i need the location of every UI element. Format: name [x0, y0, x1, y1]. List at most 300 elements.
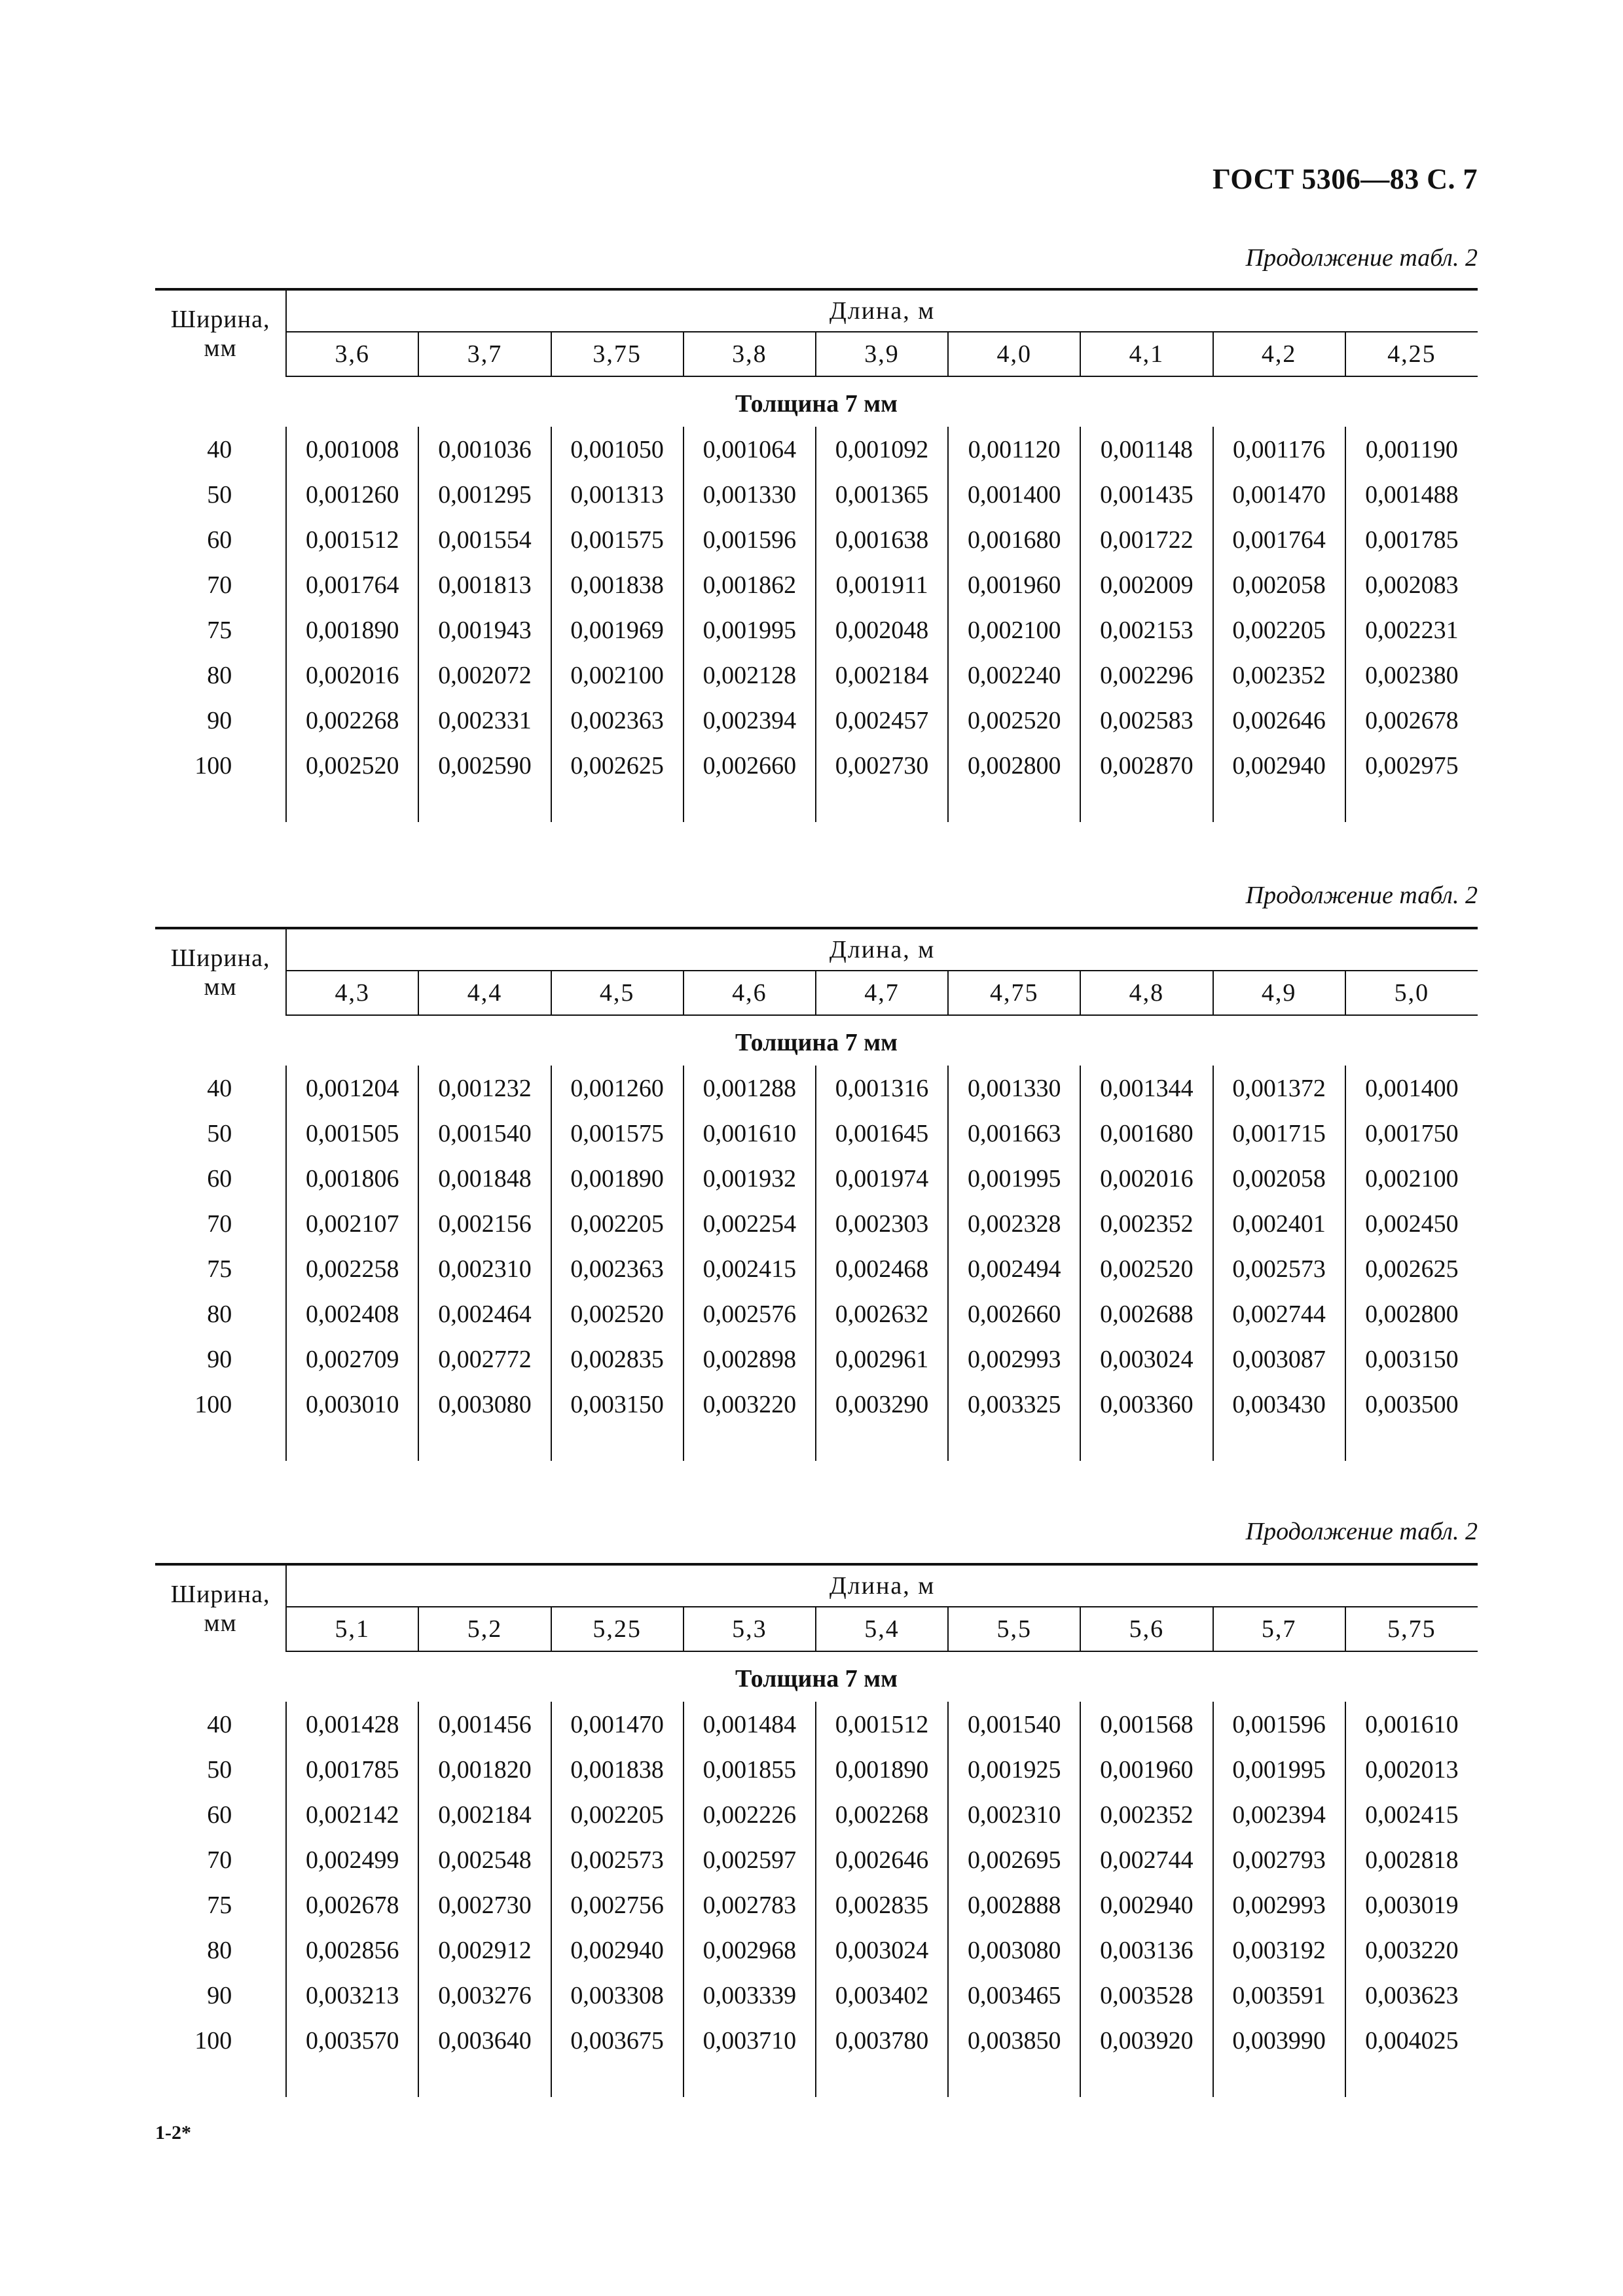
- volume-cell: 0,001204: [286, 1066, 418, 1111]
- volume-cell: 0,002548: [418, 1837, 551, 1882]
- volume-cell: 0,001943: [418, 607, 551, 653]
- length-value-header: 5,5: [948, 1607, 1080, 1651]
- volume-cell: 0,003192: [1213, 1928, 1345, 1973]
- volume-cell: 0,001806: [286, 1156, 418, 1201]
- table-row: [155, 1837, 1478, 1882]
- volume-cell: 0,002730: [418, 1882, 551, 1928]
- volume-cell: 0,002573: [1213, 1246, 1345, 1291]
- volume-cell: 0,002688: [1080, 1291, 1213, 1336]
- width-cell: 75: [207, 1891, 232, 1919]
- width-header-line: мм: [204, 973, 237, 1001]
- volume-cell: 0,002331: [418, 698, 551, 743]
- length-value-header: 3,7: [418, 332, 551, 376]
- page-header: ГОСТ 5306—83 С. 7: [1212, 163, 1478, 195]
- volume-cell: 0,001288: [684, 1066, 816, 1111]
- width-header-line: Ширина,: [170, 305, 270, 333]
- volume-cell: 0,002835: [551, 1336, 684, 1382]
- volume-cell: 0,002709: [286, 1336, 418, 1382]
- volume-cell: 0,002993: [948, 1336, 1080, 1382]
- volume-cell: 0,001813: [418, 562, 551, 607]
- volume-cell: 0,003087: [1213, 1336, 1345, 1382]
- volume-cell: 0,001610: [684, 1111, 816, 1156]
- width-cell: 70: [207, 1210, 232, 1238]
- volume-cell: 0,001330: [684, 472, 816, 517]
- volume-cell: 0,001680: [1080, 1111, 1213, 1156]
- thickness-section-label: Толщина 7 мм: [735, 390, 898, 418]
- table-row: [155, 1747, 1478, 1792]
- volume-cell: 0,003220: [1345, 1928, 1478, 1973]
- volume-cell: 0,001995: [684, 607, 816, 653]
- volume-cell: 0,001785: [286, 1747, 418, 1792]
- volume-cell: 0,002072: [418, 653, 551, 698]
- volume-cell: 0,003623: [1345, 1973, 1478, 2018]
- volume-cell: 0,002993: [1213, 1882, 1345, 1928]
- volume-cell: 0,002940: [1213, 743, 1345, 788]
- length-value-header: 3,8: [684, 332, 816, 376]
- volume-cell: 0,001932: [684, 1156, 816, 1201]
- volume-cell: 0,002016: [1080, 1156, 1213, 1201]
- length-value-header: 4,6: [684, 971, 816, 1015]
- width-header-line: Ширина,: [170, 1580, 270, 1608]
- table-caption: Продолжение табл. 2: [1245, 882, 1478, 909]
- volume-cell: 0,001960: [1080, 1747, 1213, 1792]
- volume-cell: 0,001764: [286, 562, 418, 607]
- volume-cell: 0,002961: [816, 1336, 948, 1382]
- volume-cell: 0,001316: [816, 1066, 948, 1111]
- volume-cell: 0,002401: [1213, 1201, 1345, 1246]
- width-cell: 40: [207, 435, 232, 463]
- volume-cell: 0,002730: [816, 743, 948, 788]
- volume-cell: 0,002268: [816, 1792, 948, 1837]
- width-cell: 50: [207, 480, 232, 509]
- length-value-header: 5,1: [286, 1607, 418, 1651]
- volume-cell: 0,003528: [1080, 1973, 1213, 2018]
- volume-cell: 0,003276: [418, 1973, 551, 2018]
- volume-cell: 0,002205: [551, 1201, 684, 1246]
- length-column-header: Длина, м: [286, 1564, 1478, 1607]
- volume-cell: 0,001554: [418, 517, 551, 562]
- volume-cell: 0,003990: [1213, 2018, 1345, 2063]
- volume-cell: 0,002800: [948, 743, 1080, 788]
- volume-cell: 0,001372: [1213, 1066, 1345, 1111]
- volume-cell: 0,002576: [684, 1291, 816, 1336]
- width-cell: 70: [207, 571, 232, 599]
- volume-cell: 0,002800: [1345, 1291, 1478, 1336]
- volume-cell: 0,001036: [418, 427, 551, 472]
- volume-cell: 0,002888: [948, 1882, 1080, 1928]
- volume-cell: 0,002296: [1080, 653, 1213, 698]
- volume-cell: 0,002625: [551, 743, 684, 788]
- volume-cell: 0,002499: [286, 1837, 418, 1882]
- volume-cell: 0,001148: [1080, 427, 1213, 472]
- volume-cell: 0,002205: [1213, 607, 1345, 653]
- length-value-header: 5,4: [816, 1607, 948, 1651]
- table-row: [155, 1336, 1478, 1382]
- length-value-header: 4,4: [418, 971, 551, 1015]
- length-value-header: 4,2: [1213, 332, 1345, 376]
- volume-cell: 0,002678: [286, 1882, 418, 1928]
- table-row: [155, 607, 1478, 653]
- volume-cell: 0,003136: [1080, 1928, 1213, 1973]
- volume-cell: 0,003010: [286, 1382, 418, 1427]
- volume-cell: 0,002818: [1345, 1837, 1478, 1882]
- volume-table: [155, 927, 1478, 1461]
- table-row: [155, 472, 1478, 517]
- volume-cell: 0,001838: [551, 1747, 684, 1792]
- table-row: [155, 1702, 1478, 1747]
- volume-cell: 0,003465: [948, 1973, 1080, 2018]
- volume-cell: 0,001610: [1345, 1702, 1478, 1747]
- volume-cell: 0,001313: [551, 472, 684, 517]
- volume-cell: 0,002744: [1213, 1291, 1345, 1336]
- volume-cell: 0,002303: [816, 1201, 948, 1246]
- volume-cell: 0,002184: [418, 1792, 551, 1837]
- volume-cell: 0,003710: [684, 2018, 816, 2063]
- volume-cell: 0,002464: [418, 1291, 551, 1336]
- volume-cell: 0,003290: [816, 1382, 948, 1427]
- width-cell: 80: [207, 661, 232, 689]
- volume-cell: 0,001540: [418, 1111, 551, 1156]
- volume-cell: 0,003220: [684, 1382, 816, 1427]
- volume-cell: 0,002058: [1213, 562, 1345, 607]
- volume-cell: 0,002394: [1213, 1792, 1345, 1837]
- volume-cell: 0,002415: [1345, 1792, 1478, 1837]
- volume-cell: 0,002494: [948, 1246, 1080, 1291]
- volume-cell: 0,002468: [816, 1246, 948, 1291]
- width-cell: 50: [207, 1755, 232, 1784]
- volume-cell: 0,001820: [418, 1747, 551, 1792]
- table-row: [155, 698, 1478, 743]
- table-caption: Продолжение табл. 2: [1245, 244, 1478, 272]
- volume-cell: 0,002968: [684, 1928, 816, 1973]
- table-row: [155, 427, 1478, 472]
- volume-cell: 0,001505: [286, 1111, 418, 1156]
- volume-cell: 0,001295: [418, 472, 551, 517]
- volume-cell: 0,003024: [816, 1928, 948, 1973]
- volume-cell: 0,001764: [1213, 517, 1345, 562]
- volume-cell: 0,002380: [1345, 653, 1478, 698]
- volume-cell: 0,002107: [286, 1201, 418, 1246]
- length-value-header: 5,3: [684, 1607, 816, 1651]
- volume-cell: 0,002226: [684, 1792, 816, 1837]
- volume-cell: 0,001176: [1213, 427, 1345, 472]
- volume-cell: 0,001540: [948, 1702, 1080, 1747]
- length-value-header: 3,75: [551, 332, 684, 376]
- volume-cell: 0,001190: [1345, 427, 1478, 472]
- length-value-header: 4,25: [1345, 332, 1478, 376]
- table-row: [155, 1066, 1478, 1111]
- volume-cell: 0,001596: [684, 517, 816, 562]
- volume-cell: 0,001663: [948, 1111, 1080, 1156]
- length-value-header: 4,9: [1213, 971, 1345, 1015]
- volume-cell: 0,002058: [1213, 1156, 1345, 1201]
- table-row: [155, 517, 1478, 562]
- volume-cell: 0,003308: [551, 1973, 684, 2018]
- volume-cell: 0,002254: [684, 1201, 816, 1246]
- volume-cell: 0,001456: [418, 1702, 551, 1747]
- volume-cell: 0,001995: [948, 1156, 1080, 1201]
- volume-cell: 0,003920: [1080, 2018, 1213, 2063]
- volume-cell: 0,002520: [551, 1291, 684, 1336]
- width-cell: 80: [207, 1300, 232, 1328]
- table-row: [155, 2018, 1478, 2063]
- volume-table: [155, 288, 1478, 822]
- volume-cell: 0,001680: [948, 517, 1080, 562]
- length-column-header: Длина, м: [286, 289, 1478, 332]
- volume-cell: 0,002583: [1080, 698, 1213, 743]
- volume-cell: 0,002048: [816, 607, 948, 653]
- volume-cell: 0,001855: [684, 1747, 816, 1792]
- width-cell: 70: [207, 1846, 232, 1874]
- volume-cell: 0,003640: [418, 2018, 551, 2063]
- volume-cell: 0,001428: [286, 1702, 418, 1747]
- volume-cell: 0,002940: [551, 1928, 684, 1973]
- volume-cell: 0,001050: [551, 427, 684, 472]
- volume-cell: 0,001330: [948, 1066, 1080, 1111]
- table-row: [155, 653, 1478, 698]
- table-row: [155, 1792, 1478, 1837]
- volume-cell: 0,003150: [551, 1382, 684, 1427]
- volume-cell: 0,002870: [1080, 743, 1213, 788]
- volume-cell: 0,003675: [551, 2018, 684, 2063]
- length-value-header: 4,3: [286, 971, 418, 1015]
- width-cell: 90: [207, 1981, 232, 2009]
- volume-cell: 0,002856: [286, 1928, 418, 1973]
- length-value-header: 4,0: [948, 332, 1080, 376]
- volume-cell: 0,001575: [551, 517, 684, 562]
- volume-cell: 0,002184: [816, 653, 948, 698]
- table-row: [155, 1156, 1478, 1201]
- width-header-line: мм: [204, 334, 237, 362]
- width-cell: 50: [207, 1119, 232, 1147]
- table-caption: Продолжение табл. 2: [1245, 1518, 1478, 1545]
- width-cell: 100: [194, 2026, 232, 2054]
- volume-cell: 0,002352: [1080, 1792, 1213, 1837]
- volume-cell: 0,001722: [1080, 517, 1213, 562]
- width-header-line: Ширина,: [170, 944, 270, 972]
- length-value-header: 5,7: [1213, 1607, 1345, 1651]
- volume-cell: 0,003430: [1213, 1382, 1345, 1427]
- volume-cell: 0,001120: [948, 427, 1080, 472]
- volume-cell: 0,002352: [1213, 653, 1345, 698]
- volume-cell: 0,002975: [1345, 743, 1478, 788]
- table-row: [155, 1246, 1478, 1291]
- length-value-header: 4,75: [948, 971, 1080, 1015]
- volume-cell: 0,002268: [286, 698, 418, 743]
- volume-cell: 0,002660: [948, 1291, 1080, 1336]
- volume-cell: 0,002520: [948, 698, 1080, 743]
- width-cell: 40: [207, 1710, 232, 1738]
- length-value-header: 5,0: [1345, 971, 1478, 1015]
- volume-cell: 0,003402: [816, 1973, 948, 2018]
- volume-cell: 0,002363: [551, 698, 684, 743]
- table-row: [155, 1882, 1478, 1928]
- thickness-section-label: Толщина 7 мм: [735, 1665, 898, 1693]
- width-column-header: [155, 928, 286, 1015]
- volume-cell: 0,001512: [286, 517, 418, 562]
- volume-cell: 0,001715: [1213, 1111, 1345, 1156]
- length-value-header: 5,2: [418, 1607, 551, 1651]
- volume-cell: 0,001969: [551, 607, 684, 653]
- volume-cell: 0,003213: [286, 1973, 418, 2018]
- volume-cell: 0,002678: [1345, 698, 1478, 743]
- volume-cell: 0,003360: [1080, 1382, 1213, 1427]
- volume-cell: 0,002142: [286, 1792, 418, 1837]
- volume-cell: 0,002912: [418, 1928, 551, 1973]
- volume-cell: 0,001848: [418, 1156, 551, 1201]
- volume-cell: 0,001260: [286, 472, 418, 517]
- volume-cell: 0,002363: [551, 1246, 684, 1291]
- length-value-header: 4,7: [816, 971, 948, 1015]
- table-row: [155, 562, 1478, 607]
- volume-cell: 0,001638: [816, 517, 948, 562]
- volume-cell: 0,001785: [1345, 517, 1478, 562]
- volume-cell: 0,001435: [1080, 472, 1213, 517]
- length-value-header: 5,6: [1080, 1607, 1213, 1651]
- thickness-section-label: Толщина 7 мм: [735, 1029, 898, 1056]
- width-cell: 75: [207, 616, 232, 644]
- volume-cell: 0,002408: [286, 1291, 418, 1336]
- length-value-header: 4,8: [1080, 971, 1213, 1015]
- volume-cell: 0,002898: [684, 1336, 816, 1382]
- volume-cell: 0,003080: [948, 1928, 1080, 1973]
- volume-cell: 0,002394: [684, 698, 816, 743]
- volume-cell: 0,002100: [948, 607, 1080, 653]
- volume-cell: 0,002205: [551, 1792, 684, 1837]
- volume-cell: 0,002744: [1080, 1837, 1213, 1882]
- volume-cell: 0,003150: [1345, 1336, 1478, 1382]
- table-row: [155, 1111, 1478, 1156]
- length-value-header: 4,1: [1080, 332, 1213, 376]
- volume-cell: 0,001092: [816, 427, 948, 472]
- volume-cell: 0,002772: [418, 1336, 551, 1382]
- length-value-header: 3,6: [286, 332, 418, 376]
- volume-cell: 0,003850: [948, 2018, 1080, 2063]
- volume-cell: 0,002009: [1080, 562, 1213, 607]
- volume-cell: 0,001260: [551, 1066, 684, 1111]
- volume-cell: 0,003570: [286, 2018, 418, 2063]
- volume-cell: 0,001470: [1213, 472, 1345, 517]
- volume-cell: 0,003019: [1345, 1882, 1478, 1928]
- volume-cell: 0,001344: [1080, 1066, 1213, 1111]
- volume-cell: 0,001568: [1080, 1702, 1213, 1747]
- volume-cell: 0,001911: [816, 562, 948, 607]
- volume-cell: 0,002835: [816, 1882, 948, 1928]
- volume-cell: 0,003780: [816, 2018, 948, 2063]
- volume-cell: 0,002573: [551, 1837, 684, 1882]
- width-cell: 100: [194, 1390, 232, 1418]
- volume-cell: 0,002415: [684, 1246, 816, 1291]
- volume-cell: 0,003500: [1345, 1382, 1478, 1427]
- table-row: [155, 1201, 1478, 1246]
- volume-cell: 0,002940: [1080, 1882, 1213, 1928]
- volume-cell: 0,003024: [1080, 1336, 1213, 1382]
- volume-cell: 0,002590: [418, 743, 551, 788]
- volume-cell: 0,001890: [286, 607, 418, 653]
- volume-cell: 0,002128: [684, 653, 816, 698]
- volume-cell: 0,001995: [1213, 1747, 1345, 1792]
- volume-cell: 0,002100: [551, 653, 684, 698]
- width-cell: 60: [207, 1801, 232, 1829]
- volume-cell: 0,001400: [1345, 1066, 1478, 1111]
- volume-cell: 0,004025: [1345, 2018, 1478, 2063]
- volume-cell: 0,001008: [286, 427, 418, 472]
- volume-cell: 0,003339: [684, 1973, 816, 2018]
- volume-table: [155, 1563, 1478, 2097]
- volume-cell: 0,001890: [816, 1747, 948, 1792]
- volume-cell: 0,002240: [948, 653, 1080, 698]
- length-column-header: Длина, м: [286, 928, 1478, 971]
- volume-cell: 0,003325: [948, 1382, 1080, 1427]
- volume-cell: 0,002660: [684, 743, 816, 788]
- width-cell: 40: [207, 1074, 232, 1102]
- volume-cell: 0,002156: [418, 1201, 551, 1246]
- table-row: [155, 743, 1478, 788]
- footer-mark: 1-2*: [155, 2122, 191, 2144]
- volume-cell: 0,002013: [1345, 1747, 1478, 1792]
- volume-cell: 0,001064: [684, 427, 816, 472]
- width-cell: 60: [207, 1164, 232, 1193]
- volume-cell: 0,001400: [948, 472, 1080, 517]
- volume-cell: 0,001862: [684, 562, 816, 607]
- table-row: [155, 1291, 1478, 1336]
- table-row: [155, 1382, 1478, 1427]
- volume-cell: 0,002231: [1345, 607, 1478, 653]
- volume-cell: 0,002258: [286, 1246, 418, 1291]
- width-cell: 60: [207, 526, 232, 554]
- volume-cell: 0,002597: [684, 1837, 816, 1882]
- volume-cell: 0,003080: [418, 1382, 551, 1427]
- volume-cell: 0,002450: [1345, 1201, 1478, 1246]
- volume-cell: 0,002328: [948, 1201, 1080, 1246]
- volume-cell: 0,001232: [418, 1066, 551, 1111]
- width-column-header: [155, 289, 286, 376]
- volume-cell: 0,002646: [1213, 698, 1345, 743]
- volume-cell: 0,002783: [684, 1882, 816, 1928]
- volume-cell: 0,001596: [1213, 1702, 1345, 1747]
- width-column-header: [155, 1564, 286, 1651]
- volume-cell: 0,002310: [418, 1246, 551, 1291]
- volume-cell: 0,001575: [551, 1111, 684, 1156]
- volume-cell: 0,002793: [1213, 1837, 1345, 1882]
- volume-cell: 0,002695: [948, 1837, 1080, 1882]
- length-value-header: 5,25: [551, 1607, 684, 1651]
- volume-cell: 0,002756: [551, 1882, 684, 1928]
- volume-cell: 0,002352: [1080, 1201, 1213, 1246]
- volume-cell: 0,001484: [684, 1702, 816, 1747]
- volume-cell: 0,001974: [816, 1156, 948, 1201]
- volume-cell: 0,001960: [948, 562, 1080, 607]
- table-row: [155, 1973, 1478, 2018]
- volume-cell: 0,002457: [816, 698, 948, 743]
- length-value-header: 5,75: [1345, 1607, 1478, 1651]
- volume-cell: 0,001750: [1345, 1111, 1478, 1156]
- volume-cell: 0,002632: [816, 1291, 948, 1336]
- volume-cell: 0,002100: [1345, 1156, 1478, 1201]
- volume-cell: 0,002625: [1345, 1246, 1478, 1291]
- length-value-header: 4,5: [551, 971, 684, 1015]
- volume-cell: 0,001645: [816, 1111, 948, 1156]
- volume-cell: 0,002646: [816, 1837, 948, 1882]
- length-value-header: 3,9: [816, 332, 948, 376]
- width-header-line: мм: [204, 1609, 237, 1637]
- width-cell: 90: [207, 1345, 232, 1373]
- volume-cell: 0,001925: [948, 1747, 1080, 1792]
- volume-cell: 0,002153: [1080, 607, 1213, 653]
- width-cell: 90: [207, 706, 232, 734]
- width-cell: 75: [207, 1255, 232, 1283]
- volume-cell: 0,001470: [551, 1702, 684, 1747]
